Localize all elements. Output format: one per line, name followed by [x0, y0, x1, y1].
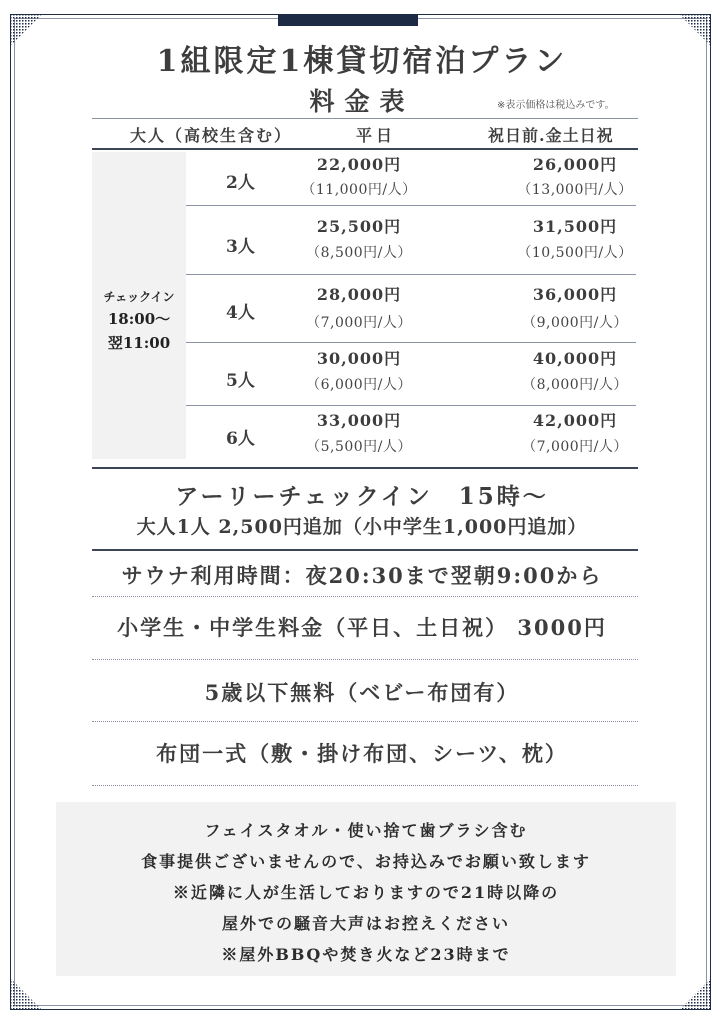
early-checkin-divider	[92, 549, 638, 551]
corner-ornament-bottom-left	[10, 978, 42, 1010]
futon-set-note: 布団一式（敷・掛け布団、シーツ、枕）	[156, 741, 568, 766]
header-bottom-divider	[92, 148, 638, 150]
holiday-per-person: （9,000円/人）	[522, 315, 628, 331]
checkin-title: チェックイン	[103, 290, 175, 304]
header-top-divider	[92, 118, 638, 119]
checkin-time-end: 翌11:00	[107, 334, 171, 352]
header-weekday: 平日	[356, 126, 397, 145]
holiday-price: 42,000円	[532, 411, 618, 430]
row-divider	[186, 205, 636, 206]
table-row	[186, 282, 636, 342]
checkin-cell	[92, 152, 186, 459]
student-fee: 小学生・中学生料金（平日、土日祝） 3000円	[117, 615, 607, 640]
sauna-hours: サウナ利用時間：夜20:30まで翌朝9:00から	[121, 563, 603, 588]
weekday-price: 22,000円	[316, 155, 402, 174]
holiday-per-person: （7,000円/人）	[522, 439, 628, 455]
weekday-per-person: （11,000円/人）	[301, 182, 417, 198]
row-divider	[186, 405, 636, 406]
holiday-price: 31,500円	[532, 217, 618, 236]
note-amenities: フェイスタオル・使い捨て歯ブラシ含む	[204, 821, 528, 840]
table-row	[186, 214, 636, 274]
note-noise: 屋外での騒音大声はお控えください	[221, 914, 510, 933]
top-accent-bar	[278, 14, 418, 26]
weekday-price: 28,000円	[316, 285, 402, 304]
weekday-per-person: （8,500円/人）	[306, 245, 412, 261]
table-bottom-divider	[92, 467, 638, 469]
note-neighbors: ※近隣に人が生活しておりますので21時以降の	[172, 883, 560, 902]
free-kids-note: 5歳以下無料（ベビー布団有）	[204, 680, 520, 705]
holiday-per-person: （13,000円/人）	[517, 182, 633, 198]
early-checkin-detail: 大人1人 2,500円追加（小中学生1,000円追加）	[136, 516, 588, 538]
checkin-time-start: 18:00～	[107, 310, 171, 328]
header-adult: 大人（高校生含む）	[130, 126, 293, 145]
holiday-price: 40,000円	[532, 349, 618, 368]
holiday-per-person: （8,000円/人）	[522, 377, 628, 393]
note-no-meals: 食事提供ございませんので、お持込みでお願い致します	[141, 852, 591, 871]
tax-note: ※表示価格は税込みです。	[497, 100, 615, 111]
dotted-divider	[92, 659, 638, 660]
people-count: 2人	[226, 173, 255, 193]
people-count: 3人	[226, 237, 255, 257]
weekday-per-person: （6,000円/人）	[306, 377, 412, 393]
dotted-divider	[92, 721, 638, 722]
dotted-divider	[92, 785, 638, 786]
holiday-per-person: （10,500円/人）	[517, 245, 633, 261]
row-divider	[186, 274, 636, 275]
people-count: 6人	[226, 429, 255, 449]
note-bbq: ※屋外BBQや焚き火など23時まで	[221, 945, 511, 964]
weekday-price: 33,000円	[316, 411, 402, 430]
table-row	[186, 152, 636, 204]
table-row	[186, 346, 636, 404]
weekday-per-person: （7,000円/人）	[306, 315, 412, 331]
header-holiday: 祝日前.金土日祝	[488, 126, 614, 145]
page-title: 1組限定1棟貸切宿泊プラン	[156, 44, 568, 79]
corner-ornament-bottom-right	[679, 978, 711, 1010]
dotted-divider	[92, 596, 638, 597]
people-count: 5人	[226, 371, 255, 391]
people-count: 4人	[226, 303, 255, 323]
table-row	[186, 408, 636, 460]
weekday-price: 30,000円	[316, 349, 402, 368]
holiday-price: 36,000円	[532, 285, 618, 304]
price-table-subtitle: 料金表	[309, 87, 415, 116]
weekday-per-person: （5,500円/人）	[306, 439, 412, 455]
weekday-price: 25,500円	[316, 217, 402, 236]
early-checkin-title: アーリーチェックイン 15時～	[175, 483, 549, 510]
row-divider	[186, 342, 636, 343]
holiday-price: 26,000円	[532, 155, 618, 174]
